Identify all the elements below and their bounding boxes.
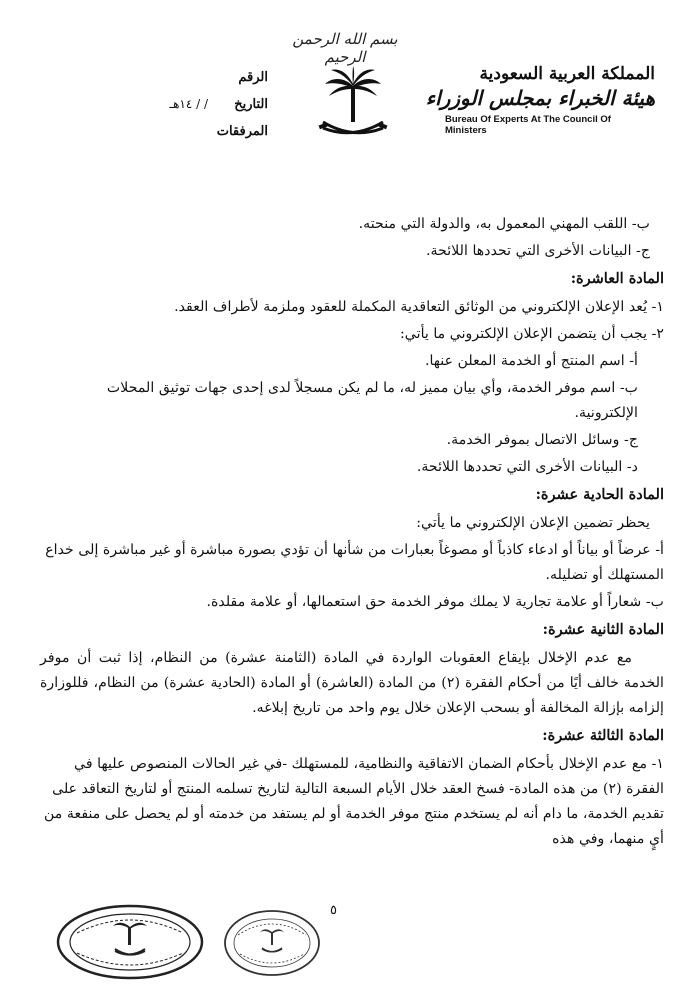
article11-sub-a: أ- عرضاً أو بياناً أو ادعاء كاذباً أو مصوغاً بعبارات من شأنها أن تؤدي بصورة مباشرة أو غير مباشرة إلى خداع المستهلك أو تضليله.	[45, 542, 664, 583]
article10-item1: ١- يُعد الإعلان الإلكتروني من الوثائق التعاقدية المكملة للعقود وملزمة لأطراف العقد.	[174, 299, 664, 315]
field-date-label: التاريخ	[234, 97, 268, 112]
basmala: بسم الله الرحمن الرحيم	[292, 30, 398, 66]
reference-fields	[58, 70, 268, 151]
article13-item1: ١- مع عدم الإخلال بأحكام الضمان الاتفاقية والنظامية، للمستهلك -في غير الحالات المنصوص عليها في الفقرة (٢) من هذه المادة- فسخ العقد خلال الأيام السبعة التالية لتاريخ تسلمه المنتج أو لتاريخ التعاقد على تقديم الخدمة، ما دام أنه لم يستخدم منتج موفر الخدمة أو لم يستفد من خدمته أو لم يحصل على منفعة من أيٍ منهما، وفي هذه	[43, 756, 664, 847]
org-name-ar-line1: المملكة العربية السعودية	[479, 64, 655, 84]
field-date-value: / / ١٤هـ	[169, 97, 208, 111]
page-number: ٥	[330, 903, 337, 918]
article11-intro: يحظر تضمين الإعلان الإلكتروني ما يأتي:	[416, 515, 650, 531]
org-name-ar-line2: هيئة الخبراء بمجلس الوزراء	[425, 86, 655, 110]
article11-heading: المادة الحادية عشرة:	[535, 486, 664, 503]
article10-sub-a: أ- اسم المنتج أو الخدمة المعلن عنها.	[424, 353, 638, 369]
article12-text: مع عدم الإخلال بإيقاع العقوبات الواردة في المادة (الثامنة عشرة) من النظام، إذا ثبت أن موفر الخدمة خالف أيًا من أحكام الفقرة (٢) من المادة (العاشرة) أو المادة (الحادية عشرة) من النظام، فللوزارة إلزامه بإزالة المخالفة أو بسحب الإعلان خلال يوم واحد من تاريخ إبلاغه.	[40, 650, 664, 716]
bureau-seal-stamp-icon	[55, 903, 205, 981]
document-body	[40, 212, 664, 854]
clause-c: ج- البيانات الأخرى التي تحددها اللائحة.	[425, 243, 650, 259]
article10-sub-d: د- البيانات الأخرى التي تحددها اللائحة.	[416, 459, 638, 475]
field-number	[58, 70, 268, 85]
article13-heading: المادة الثالثة عشرة:	[542, 727, 664, 744]
clause-b: ب- اللقب المهني المعمول به، والدولة التي منحته.	[358, 216, 650, 232]
field-attachments-label: المرفقات	[216, 124, 268, 139]
field-number-label: الرقم	[238, 70, 268, 85]
article10-sub-c: ج- وسائل الاتصال بموفر الخدمة.	[446, 432, 638, 448]
organization-header	[415, 64, 655, 136]
article10-heading: المادة العاشرة:	[570, 270, 664, 287]
palm-swords-emblem-icon	[313, 64, 393, 144]
article10-sub-b: ب- اسم موفر الخدمة، وأي بيان مميز له، ما لم يكن مسجلاً لدى إحدى جهات توثيق المحلات الإلكترونية.	[106, 380, 638, 421]
article11-sub-b: ب- شعاراً أو علامة تجارية لا يملك موفر الخدمة حق استعمالها، أو علامة مقلدة.	[206, 594, 664, 610]
field-attachments	[58, 124, 268, 139]
article10-item2: ٢- يجب أن يتضمن الإعلان الإلكتروني ما يأتي:	[400, 326, 664, 342]
org-name-en: Bureau Of Experts At The Council Of Ministers	[445, 114, 611, 136]
article12-heading: المادة الثانية عشرة:	[542, 621, 664, 638]
field-date	[58, 97, 268, 112]
council-seal-stamp-icon	[222, 908, 322, 978]
